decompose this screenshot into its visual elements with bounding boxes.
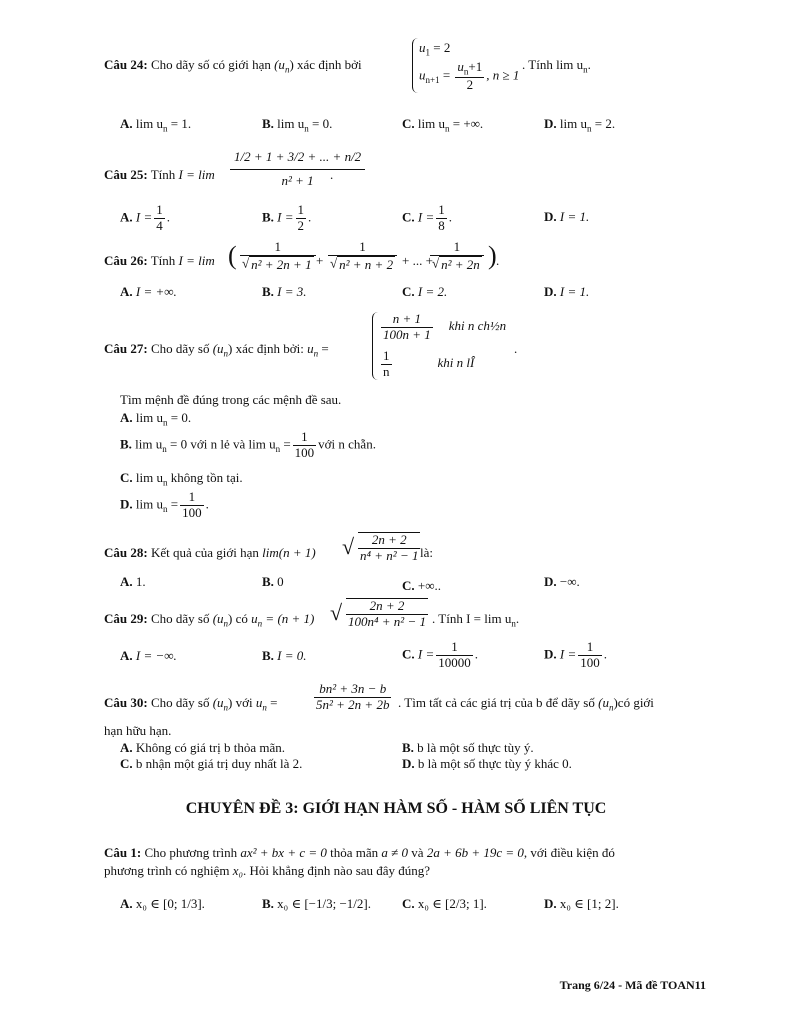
sys-eq: = xyxy=(442,67,451,83)
option-label: A. xyxy=(120,116,133,131)
question-label: Câu 25: xyxy=(104,167,148,182)
question-text-2: thỏa mãn xyxy=(330,845,379,860)
option-c[interactable] xyxy=(402,578,441,594)
frac-num: bn² + 3n − b xyxy=(314,682,391,698)
option-label: D. xyxy=(544,284,557,299)
option-b[interactable] xyxy=(262,574,284,590)
option-c[interactable] xyxy=(402,640,478,671)
question-tail: . Tính lim u xyxy=(522,57,584,72)
option-text: x₀ ∈ [1; 2]. xyxy=(559,896,619,911)
option-sub: n xyxy=(162,477,168,488)
seq-lhs: u xyxy=(251,611,258,626)
question-text: Tính xyxy=(150,167,176,182)
question-c1 xyxy=(104,844,704,862)
option-frac xyxy=(180,490,204,521)
sqrt-sign: √ xyxy=(330,600,343,625)
option-d[interactable] xyxy=(120,490,209,521)
option-label: D. xyxy=(544,116,557,131)
case2-frac xyxy=(381,349,392,380)
term-num: 1 xyxy=(430,240,484,256)
page-footer: Trang 6/24 - Mã đề TOAN11 xyxy=(559,978,706,992)
option-c[interactable] xyxy=(402,284,447,300)
sqrt-fraction xyxy=(346,598,428,630)
option-b[interactable] xyxy=(120,430,376,461)
option-text: lim u xyxy=(417,116,445,131)
sys-line1: u xyxy=(419,40,426,55)
recurrence-system xyxy=(412,38,519,93)
option-a[interactable] xyxy=(120,648,177,664)
question-text-3: và xyxy=(411,845,424,860)
question-text-4: , với điều kiện đó xyxy=(523,845,615,860)
option-d[interactable] xyxy=(544,574,580,590)
option-frac xyxy=(578,640,602,671)
question-text: Tính xyxy=(150,253,176,268)
option-rest: = 0. xyxy=(167,410,192,425)
question-30-line2: hạn hữu hạn. xyxy=(104,723,172,738)
option-label: B. xyxy=(262,648,274,663)
question-text-mid: xác định bởi: xyxy=(235,341,304,356)
option-post: . xyxy=(308,209,312,225)
frac-num: 1 xyxy=(438,202,445,217)
option-text: lim u xyxy=(135,116,163,131)
option-b[interactable] xyxy=(262,648,307,664)
seq-close: ) xyxy=(228,341,233,356)
term-radicand: n² + 2n xyxy=(441,256,480,272)
root-symbol: x₀ xyxy=(232,863,244,878)
case2-cond: khi n lÎ xyxy=(437,355,475,371)
option-label: D. xyxy=(120,496,133,512)
plus-sign: + xyxy=(316,253,324,268)
question-tail-2: có giới xyxy=(617,695,654,710)
option-label: B. xyxy=(262,116,274,131)
frac-den: 2 xyxy=(466,76,474,92)
frac-den: 8 xyxy=(438,217,445,233)
paren-close: ) xyxy=(488,241,497,270)
option-label: A. xyxy=(120,648,133,663)
option-a[interactable] xyxy=(120,574,146,590)
option-text: b nhận một giá trị duy nhất là 2. xyxy=(135,756,303,771)
seq-lhs: u xyxy=(307,341,314,356)
option-text: 0 xyxy=(277,574,284,589)
options-28 xyxy=(120,574,710,594)
eq-sign: = xyxy=(321,341,329,356)
option-text: x₀ ∈ [2/3; 1]. xyxy=(417,896,487,911)
option-label: C. xyxy=(402,284,415,299)
option-sub: n xyxy=(162,123,168,134)
option-rest: = 1. xyxy=(167,116,192,131)
option-b[interactable] xyxy=(262,896,371,912)
option-label: D. xyxy=(402,756,415,771)
frac-num: 1 xyxy=(156,202,163,217)
question-tail: . Tìm tất cả các giá trị của b để dãy số xyxy=(398,695,595,710)
option-frac xyxy=(293,430,317,461)
frac-num: 1 xyxy=(293,430,317,446)
question-prompt: Tìm mệnh đề đúng trong các mệnh đề sau. xyxy=(120,392,342,407)
option-pre: I = 1. xyxy=(559,209,590,224)
question-label: Câu 1: xyxy=(104,845,142,860)
option-b[interactable] xyxy=(262,116,332,134)
option-label: C. xyxy=(402,646,415,662)
option-label: D. xyxy=(544,574,557,589)
sys-fraction xyxy=(455,60,484,93)
seq-fraction xyxy=(314,682,391,713)
term-1: $\frac{1}{\text{√ n² + 2n + 1}}$ xyxy=(240,240,316,273)
options-c1 xyxy=(120,896,710,916)
option-label: A. xyxy=(120,209,133,225)
option-c[interactable] xyxy=(402,116,483,134)
option-text: −∞. xyxy=(559,574,580,589)
sqrt-sign: √ xyxy=(342,534,355,559)
option-b[interactable] xyxy=(262,203,311,234)
tail-end: . xyxy=(515,611,520,626)
option-label: D. xyxy=(544,896,557,911)
option-text: I = 3. xyxy=(277,284,307,299)
option-d[interactable] xyxy=(544,209,589,225)
option-c[interactable] xyxy=(120,470,243,489)
option-d[interactable] xyxy=(402,756,572,772)
limit-lhs: I = lim xyxy=(178,253,215,268)
option-pre: I = −∞. xyxy=(135,648,177,663)
seq-symbol: (u xyxy=(212,611,224,626)
piecewise-system xyxy=(372,312,506,380)
option-pre: I = xyxy=(135,209,153,225)
option-text-2: = 0 với n lẻ và lim u xyxy=(166,436,276,452)
equation: ax² + bx + c = 0 xyxy=(240,845,327,860)
option-sub: n xyxy=(162,444,167,455)
plus-dots: + ... + xyxy=(402,253,433,268)
option-text: I = 1. xyxy=(559,284,590,299)
option-label: B. xyxy=(262,209,274,225)
frac-num: 1/2 + 1 + 3/2 + ... + n/2 xyxy=(230,146,365,170)
option-d[interactable] xyxy=(544,640,607,671)
term-3: $\frac{1}{\text{√ n² + 2n}}$ xyxy=(430,240,484,273)
limit-lhs: I = lim xyxy=(178,167,215,182)
option-a[interactable] xyxy=(120,116,191,134)
option-c[interactable] xyxy=(402,203,452,234)
frac-num: n + 1 xyxy=(381,312,433,328)
limit-expr: lim(n + 1) xyxy=(262,545,316,560)
seq-symbol: (u xyxy=(274,57,285,72)
question-end: . xyxy=(514,341,518,356)
seq-lhs-sub: n xyxy=(313,348,319,359)
frac-den: n⁴ + n² − 1 xyxy=(360,547,419,563)
option-pre: I = 0. xyxy=(277,648,307,663)
term-num: 1 xyxy=(240,240,316,256)
option-label: B. xyxy=(262,896,274,911)
seq-lhs: u xyxy=(255,695,263,710)
question-line2b: . Hỏi khẳng định nào sau đây đúng? xyxy=(243,863,431,878)
option-text: lim u xyxy=(135,410,163,425)
question-label: Câu 28: xyxy=(104,545,148,560)
frac-den: 4 xyxy=(156,217,163,233)
option-sub: n xyxy=(304,123,309,134)
options-25 xyxy=(120,202,710,233)
frac-num: 2n + 2 xyxy=(346,599,428,615)
sys-cond: , n ≥ 1 xyxy=(486,67,520,83)
seq-sub: n xyxy=(223,702,229,713)
option-text: Không có giá trị b thỏa mãn. xyxy=(135,740,285,755)
option-a[interactable] xyxy=(120,740,285,756)
seq-symbol-2: (u xyxy=(598,695,609,710)
option-post: . xyxy=(603,646,607,662)
option-label: A. xyxy=(120,740,133,755)
sys-line2-lhs: u xyxy=(419,67,426,83)
option-label: C. xyxy=(402,896,415,911)
frac-num: 1 xyxy=(578,640,602,656)
seq-close: ) xyxy=(228,695,233,710)
seq-close-2: ) xyxy=(613,695,618,710)
option-c[interactable] xyxy=(120,756,302,772)
option-c[interactable] xyxy=(402,896,487,912)
seq-sub: n xyxy=(223,348,229,359)
option-text: lim u xyxy=(135,470,163,485)
option-pre: I = xyxy=(277,209,294,225)
question-text: Cho dãy số xyxy=(150,611,210,626)
option-b[interactable] xyxy=(262,284,307,300)
option-text: +∞.. xyxy=(417,578,441,593)
question-label: Câu 26: xyxy=(104,253,148,268)
sys-line1-val: = 2 xyxy=(433,40,451,55)
seq-close: ) xyxy=(289,57,294,72)
option-a[interactable] xyxy=(120,284,177,300)
frac-num-sub: n xyxy=(463,66,469,77)
option-label: A. xyxy=(120,410,133,425)
option-frac xyxy=(436,203,447,234)
option-text: lim u xyxy=(277,116,305,131)
option-post: . xyxy=(448,209,452,225)
tail-end: . xyxy=(587,57,591,72)
option-text: x₀ ∈ [0; 1/3]. xyxy=(135,896,205,911)
seq-sub: n xyxy=(223,618,229,629)
frac-den: n xyxy=(383,363,390,379)
frac-den: 100 xyxy=(294,444,315,460)
option-text: lim u xyxy=(135,436,163,452)
seq-lhs-sub: n xyxy=(262,702,267,713)
question-end: . xyxy=(330,167,334,182)
question-label: Câu 24: xyxy=(104,57,148,72)
case1-cond: khi n ch½n xyxy=(448,318,507,334)
option-b[interactable] xyxy=(402,740,534,756)
frac-den: n² + 1 xyxy=(281,172,314,188)
option-sub: n xyxy=(162,504,168,515)
frac-den: 5n² + 2n + 2b xyxy=(316,696,390,712)
question-line2a: phương trình có nghiệm xyxy=(104,863,230,878)
sys-line1-sub: 1 xyxy=(425,47,430,58)
tail-sub: n xyxy=(583,64,588,75)
option-post: . xyxy=(474,646,478,662)
options-26 xyxy=(120,284,710,304)
term-radicand: n² + n + 2 xyxy=(339,256,394,272)
option-d[interactable] xyxy=(544,896,619,912)
frac-den: 2 xyxy=(297,217,305,233)
options-30-row2 xyxy=(120,756,710,774)
section-title: CHUYÊN ĐỀ 3: GIỚI HẠN HÀM SỐ - HÀM SỐ LIÊN TỤC xyxy=(185,800,607,817)
condition-2: 2a + 6b + 19c = 0 xyxy=(426,845,524,860)
option-sub: n xyxy=(444,123,450,134)
option-a[interactable] xyxy=(120,896,205,912)
frac-den: 100n + 1 xyxy=(383,326,431,342)
question-text-mid: xác định bởi xyxy=(297,57,362,72)
frac-den: 100 xyxy=(182,504,202,520)
option-pre: I = xyxy=(559,646,577,662)
seq-symbol: (u xyxy=(212,341,224,356)
option-label: B. xyxy=(120,436,132,452)
option-sub: n xyxy=(586,123,592,134)
option-pre: I = xyxy=(417,646,435,662)
option-frac xyxy=(296,203,307,234)
frac-num: 1 xyxy=(297,202,305,217)
condition-1: a ≠ 0 xyxy=(381,845,409,860)
eq-sign: = xyxy=(270,695,278,710)
limit-fraction xyxy=(230,146,365,189)
option-d[interactable] xyxy=(544,116,615,134)
question-label: Câu 29: xyxy=(104,611,148,626)
option-post: . xyxy=(166,209,170,225)
question-end: . xyxy=(496,253,500,268)
term-2: $\frac{1}{\text{√ n² + n + 2}}$ xyxy=(328,240,397,273)
option-text: I = 2. xyxy=(417,284,448,299)
seq-sub-2: n xyxy=(608,702,614,713)
option-label: B. xyxy=(262,284,274,299)
frac-num: u xyxy=(457,58,464,74)
tail-sub: n xyxy=(511,618,516,629)
question-text: Cho dãy số xyxy=(150,695,210,710)
option-rest: = 0. xyxy=(308,116,333,131)
option-label: D. xyxy=(544,209,557,224)
question-tail: . Tính I = lim u xyxy=(432,611,512,626)
option-rest: không tồn tại. xyxy=(167,470,243,485)
seq-symbol: (u xyxy=(212,695,224,710)
option-d[interactable] xyxy=(544,284,589,300)
question-text: Kết quả của giới hạn xyxy=(150,545,259,560)
question-c1-line2 xyxy=(104,862,704,880)
option-end: . xyxy=(205,496,209,512)
option-text: b là một số thực tùy ý khác 0. xyxy=(417,756,572,771)
question-text: Cho dãy số xyxy=(150,341,210,356)
option-label: D. xyxy=(544,646,557,662)
option-eq: = xyxy=(280,436,291,452)
option-label: A. xyxy=(120,284,133,299)
question-tail: là: xyxy=(420,545,433,560)
seq-eq: = (n + 1) xyxy=(265,611,315,626)
sys-line2-sub: n+1 xyxy=(425,75,440,85)
option-text: lim u xyxy=(559,116,587,131)
seq-lhs-sub: n xyxy=(257,618,263,629)
question-text-mid: có xyxy=(235,611,248,626)
term-radicand: n² + 2n + 1 xyxy=(251,256,312,272)
frac-num-tail: +1 xyxy=(468,58,483,74)
option-text: I = +∞. xyxy=(135,284,177,299)
frac-den: 10000 xyxy=(438,654,471,670)
option-label: C. xyxy=(402,116,415,131)
frac-num: 1 xyxy=(436,640,473,656)
option-rest: = +∞. xyxy=(449,116,484,131)
option-label: A. xyxy=(120,896,133,911)
seq-close: ) xyxy=(228,611,233,626)
frac-num: 2n + 2 xyxy=(358,533,420,549)
frac-den: 100 xyxy=(580,654,600,670)
option-text: lim u xyxy=(135,496,163,512)
question-text-mid: với xyxy=(235,695,253,710)
option-a[interactable] xyxy=(120,410,191,429)
case1-frac xyxy=(381,312,433,343)
option-frac xyxy=(154,203,165,234)
option-pre: I = xyxy=(417,209,435,225)
options-24 xyxy=(120,116,710,136)
question-label: Câu 30: xyxy=(104,695,148,710)
question-text: Cho dãy số có giới hạn xyxy=(150,57,271,72)
frac-num: 1 xyxy=(180,490,204,506)
frac-den: 100n⁴ + n² − 1 xyxy=(348,613,426,629)
option-sub-2: n xyxy=(275,444,281,455)
option-rest: = 2. xyxy=(591,116,616,131)
option-a[interactable] xyxy=(120,203,170,234)
seq-sub: n xyxy=(284,64,290,75)
option-label: C. xyxy=(402,209,415,225)
frac-num: 1 xyxy=(383,347,390,363)
term-num: 1 xyxy=(328,240,397,256)
options-29 xyxy=(120,640,710,668)
option-eq: = xyxy=(167,496,179,512)
option-label: C. xyxy=(120,470,133,485)
question-label: Câu 27: xyxy=(104,341,148,356)
option-label: C. xyxy=(402,578,415,593)
option-frac xyxy=(436,640,473,671)
sqrt-fraction xyxy=(358,532,420,564)
option-label: B. xyxy=(402,740,414,755)
option-sub: n xyxy=(162,417,168,428)
paren-open: ( xyxy=(228,241,237,270)
question-text: Cho phương trình xyxy=(144,845,238,860)
option-label: B. xyxy=(262,574,274,589)
option-label: A. xyxy=(120,574,133,589)
option-text: x₀ ∈ [−1/3; −1/2]. xyxy=(277,896,371,911)
option-label: C. xyxy=(120,756,133,771)
option-text: 1. xyxy=(135,574,146,589)
option-text: b là một số thực tùy ý. xyxy=(417,740,534,755)
option-tail: với n chẵn. xyxy=(318,436,376,452)
